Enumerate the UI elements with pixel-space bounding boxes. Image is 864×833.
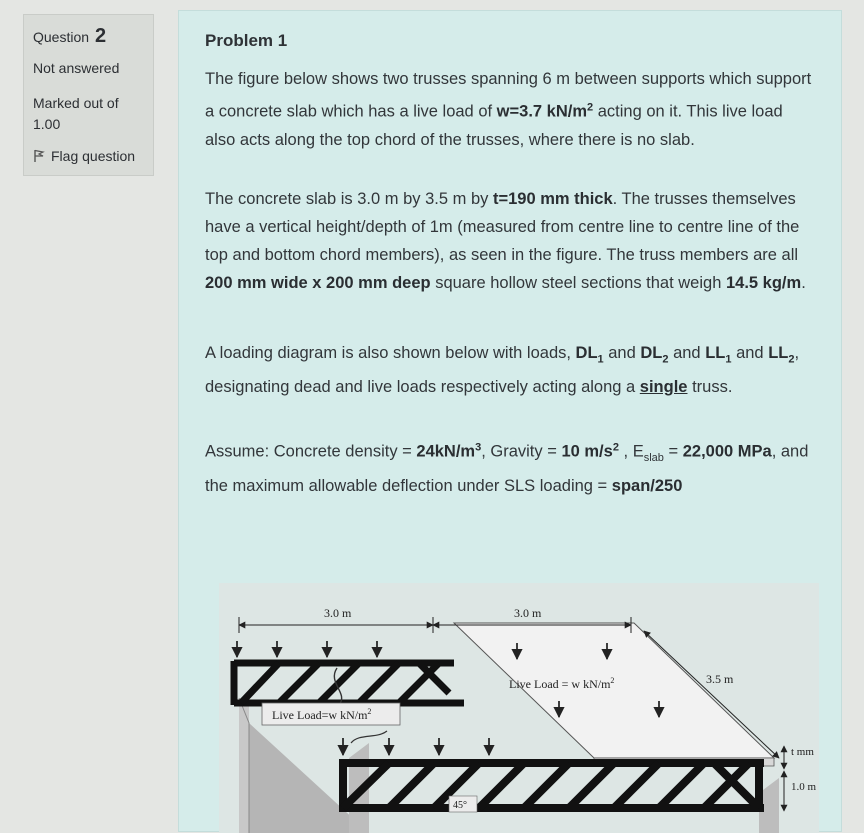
marked-out-of-value: 1.00 bbox=[33, 116, 61, 132]
slab-width-dim: 3.5 m bbox=[706, 672, 734, 686]
p4-text-5: , and the maximum allowable deflection under SLS loading = bbox=[205, 442, 809, 495]
dl2-subscript: 2 bbox=[662, 353, 669, 366]
dim-right-span: 3.0 m bbox=[514, 606, 542, 620]
p4-text-3: , E bbox=[618, 442, 644, 461]
single-emphasis: single bbox=[639, 378, 688, 397]
live-load-value: w=3.7 kN/m bbox=[496, 102, 588, 121]
gravity-exponent: 2 bbox=[612, 441, 619, 453]
slab-thickness: t=190 mm thick bbox=[492, 190, 613, 208]
live-load-unit-exponent: 2 bbox=[587, 101, 594, 113]
ll1-label: LL bbox=[705, 344, 726, 362]
question-label: Question bbox=[33, 29, 90, 45]
p4-text-1: Assume: Concrete density = bbox=[205, 442, 417, 461]
diagonal-angle-label: 45° bbox=[453, 800, 467, 811]
member-size: 200 mm wide x 200 mm deep bbox=[205, 274, 431, 292]
p3-text-5: , designating dead and live loads respectively acting along a bbox=[205, 344, 800, 397]
flag-icon bbox=[33, 149, 45, 163]
truss-load-arrows bbox=[237, 641, 377, 657]
truss-live-load-label: Live Load=w $kN/m^2$ bbox=[272, 707, 372, 722]
p2-text-4: . bbox=[801, 274, 806, 292]
p1-text-1: The figure below shows two trusses spanning 6 m between supports which support a concrete slab which has a live load of bbox=[205, 70, 812, 121]
front-truss bbox=[339, 759, 764, 812]
question-info-panel bbox=[23, 14, 154, 176]
p2-text-2: . The trusses themselves have a vertical height/depth of 1m (measured from centre line to centre line of the top and bottom chord members), as seen in the figure. The truss members are all bbox=[205, 190, 800, 264]
question-heading bbox=[33, 25, 106, 48]
ll2-subscript: 2 bbox=[788, 353, 795, 366]
p3-text-3: and bbox=[668, 344, 706, 362]
p2-text-1: The concrete slab is 3.0 m by 3.5 m by bbox=[205, 190, 493, 208]
concrete-slab bbox=[454, 623, 774, 758]
p4-text-4: = bbox=[663, 442, 683, 461]
e-slab-value: 22,000 MPa bbox=[682, 442, 772, 461]
slab-thickness-dim: t mm bbox=[791, 746, 814, 758]
problem-paragraph-3 bbox=[205, 339, 817, 401]
p3-text-6: truss. bbox=[687, 378, 733, 397]
member-weight: 14.5 kg/m bbox=[725, 274, 802, 292]
p1-text-2: acting on it. This live load also acts along the top chord of the trusses, where there is no slab. bbox=[205, 102, 783, 149]
e-slab-subscript: slab bbox=[643, 451, 664, 464]
slab-live-load-label: Live Load = w $kN/m^2$ bbox=[509, 676, 615, 691]
density-exponent: 3 bbox=[475, 441, 482, 453]
marked-out-of bbox=[33, 93, 153, 135]
concrete-density: 24kN/m bbox=[416, 442, 476, 461]
problem-paragraph-4 bbox=[205, 433, 817, 500]
ll2-label: LL bbox=[768, 344, 789, 362]
p3-text-2: and bbox=[603, 344, 641, 362]
p3-text-4: and bbox=[731, 344, 769, 362]
question-number: 2 bbox=[94, 25, 107, 47]
truss-depth-dim: 1.0 m bbox=[791, 781, 817, 793]
truss-diagram bbox=[219, 583, 819, 833]
question-content-panel bbox=[178, 10, 842, 832]
problem-title: Problem 1 bbox=[205, 31, 288, 50]
dim-left-span: 3.0 m bbox=[324, 606, 352, 620]
marked-out-of-label: Marked out of bbox=[33, 95, 119, 111]
dl1-subscript: 1 bbox=[597, 353, 604, 366]
flag-question-button[interactable] bbox=[33, 148, 135, 164]
p2-text-3: square hollow steel sections that weigh bbox=[430, 274, 726, 292]
flag-question-label: Flag question bbox=[51, 148, 136, 164]
problem-paragraph-1 bbox=[205, 65, 817, 154]
problem-paragraph-2 bbox=[205, 185, 817, 297]
deflection-limit: span/250 bbox=[611, 476, 683, 495]
answer-status: Not answered bbox=[33, 60, 120, 76]
dl2-label: DL bbox=[640, 344, 663, 362]
back-truss bbox=[234, 661, 464, 705]
p3-text-1: A loading diagram is also shown below with loads, bbox=[205, 344, 576, 362]
dl1-label: DL bbox=[575, 344, 598, 362]
gravity-value: 10 m/s bbox=[561, 442, 613, 461]
ll1-subscript: 1 bbox=[725, 353, 732, 366]
p4-text-2: , Gravity = bbox=[481, 442, 562, 461]
truss-figure bbox=[219, 583, 819, 833]
